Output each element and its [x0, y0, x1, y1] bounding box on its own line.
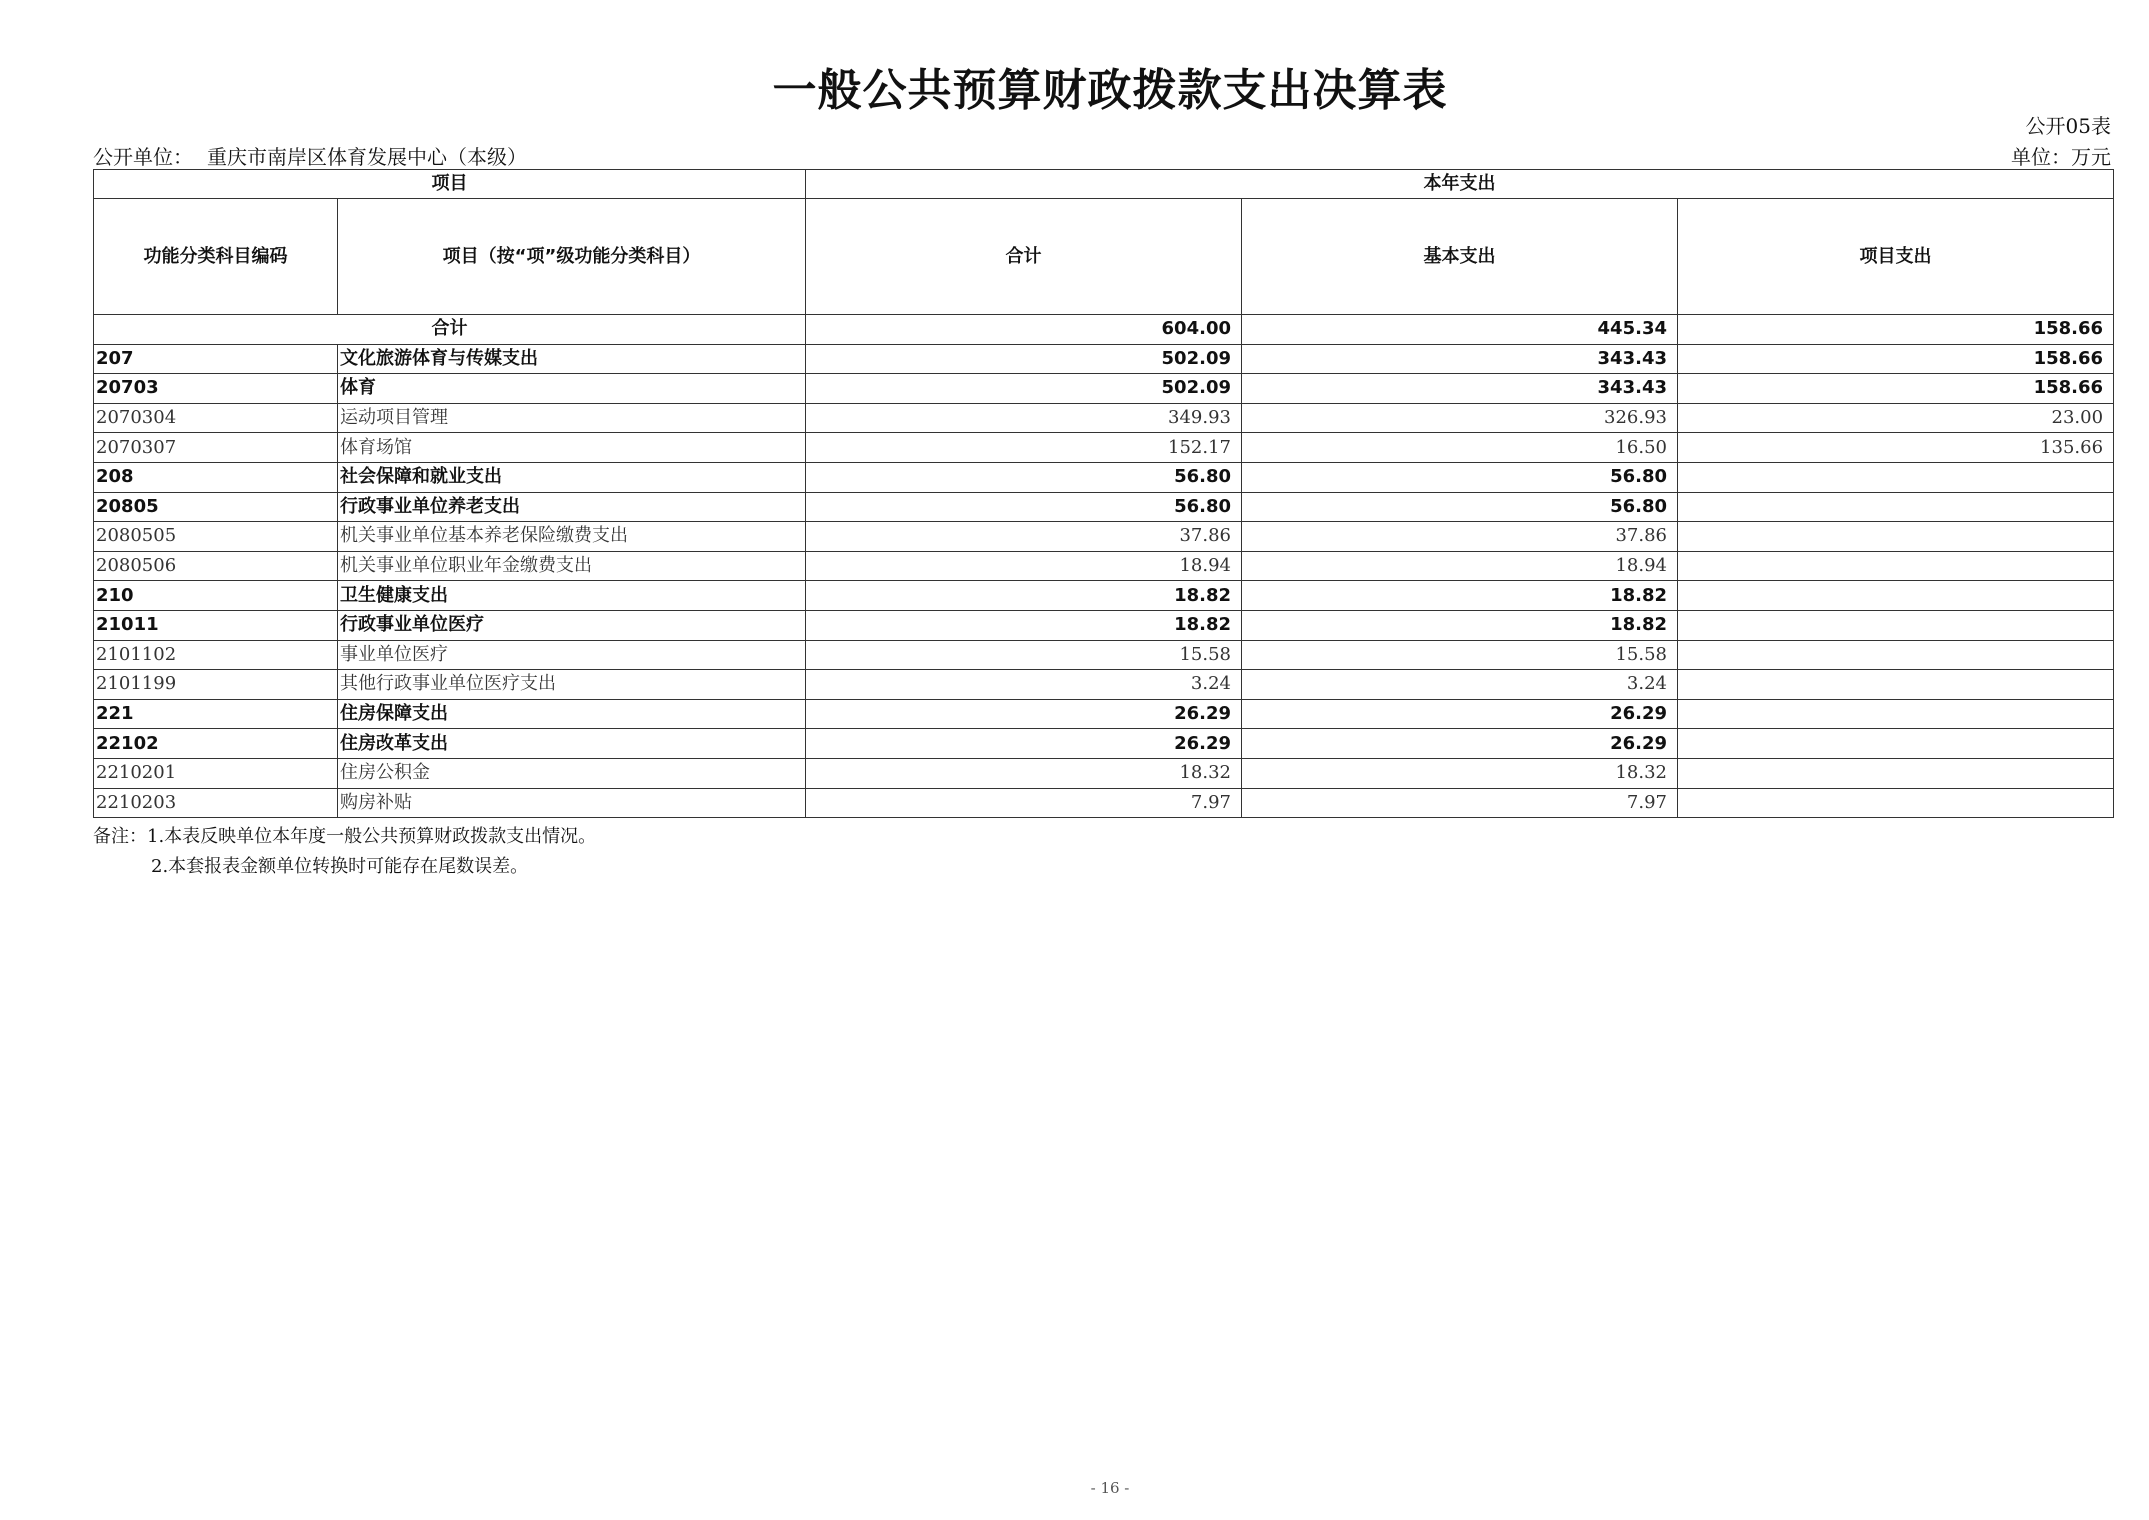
- cell-total: 37.86: [806, 522, 1242, 552]
- table-row: [94, 640, 2114, 670]
- cell-project: [1678, 699, 2114, 729]
- cell-name: 机关事业单位基本养老保险缴费支出: [338, 522, 806, 552]
- cell-code: 207: [94, 344, 338, 374]
- cell-project: [1678, 670, 2114, 700]
- cell-code: 2080505: [94, 522, 338, 552]
- cell-basic: 15.58: [1242, 640, 1678, 670]
- cell-code: 2210201: [94, 758, 338, 788]
- cell-project: 23.00: [1678, 403, 2114, 433]
- total-row: [94, 315, 2114, 345]
- cell-name: 住房公积金: [338, 758, 806, 788]
- cell-basic: 3.24: [1242, 670, 1678, 700]
- table-number: 公开05表: [2025, 114, 2111, 138]
- table-row: [94, 729, 2114, 759]
- cell-total: 502.09: [806, 344, 1242, 374]
- cell-project: 158.66: [1678, 344, 2114, 374]
- header-basic: 基本支出: [1242, 199, 1678, 315]
- cell-name: 行政事业单位医疗: [338, 610, 806, 640]
- header-code: 功能分类科目编码: [94, 199, 338, 315]
- cell-name: 社会保障和就业支出: [338, 462, 806, 492]
- cell-code: 2070307: [94, 433, 338, 463]
- cell-total: 18.94: [806, 551, 1242, 581]
- cell-project: [1678, 492, 2114, 522]
- note-line-1: 备注：1.本表反映单位本年度一般公共预算财政拨款支出情况。: [93, 826, 597, 847]
- cell-name: 卫生健康支出: [338, 581, 806, 611]
- reporting-unit-value: 重庆市南岸区体育发展中心（本级）: [207, 145, 527, 169]
- cell-basic: 56.80: [1242, 462, 1678, 492]
- table-row: [94, 551, 2114, 581]
- table-row: [94, 374, 2114, 404]
- cell-total: 15.58: [806, 640, 1242, 670]
- header-item: 项目: [94, 170, 806, 199]
- cell-project: [1678, 551, 2114, 581]
- cell-code: 208: [94, 462, 338, 492]
- cell-name: 住房改革支出: [338, 729, 806, 759]
- notes: [93, 822, 596, 882]
- cell-basic: 16.50: [1242, 433, 1678, 463]
- cell-total: 26.29: [806, 699, 1242, 729]
- cell-name: 事业单位医疗: [338, 640, 806, 670]
- cell-code: 20703: [94, 374, 338, 404]
- cell-name: 体育: [338, 374, 806, 404]
- cell-name: 体育场馆: [338, 433, 806, 463]
- header-name: 项目（按“项”级功能分类科目）: [338, 199, 806, 315]
- cell-project: [1678, 788, 2114, 818]
- cell-basic: 18.32: [1242, 758, 1678, 788]
- table-row: [94, 462, 2114, 492]
- cell-name: 行政事业单位养老支出: [338, 492, 806, 522]
- cell-project: [1678, 729, 2114, 759]
- table-row: [94, 699, 2114, 729]
- table-row: [94, 788, 2114, 818]
- cell-basic: 18.82: [1242, 581, 1678, 611]
- table-row: [94, 522, 2114, 552]
- cell-code: 21011: [94, 610, 338, 640]
- cell-name: 购房补贴: [338, 788, 806, 818]
- cell-total: 18.82: [806, 610, 1242, 640]
- cell-code: 2101199: [94, 670, 338, 700]
- cell-name: 文化旅游体育与传媒支出: [338, 344, 806, 374]
- cell-name: 其他行政事业单位医疗支出: [338, 670, 806, 700]
- cell-total: 18.82: [806, 581, 1242, 611]
- cell-total: 349.93: [806, 403, 1242, 433]
- cell-project: 135.66: [1678, 433, 2114, 463]
- table-row: [94, 433, 2114, 463]
- header-total: 合计: [806, 199, 1242, 315]
- cell-basic: 326.93: [1242, 403, 1678, 433]
- cell-total: 3.24: [806, 670, 1242, 700]
- cell-project: [1678, 610, 2114, 640]
- cell-basic: 26.29: [1242, 699, 1678, 729]
- cell-code: 2210203: [94, 788, 338, 818]
- cell-basic: 18.82: [1242, 610, 1678, 640]
- cell-project: [1678, 640, 2114, 670]
- table-row: [94, 492, 2114, 522]
- page-title: 一般公共预算财政拨款支出决算表: [772, 65, 1448, 116]
- table-row: [94, 758, 2114, 788]
- reporting-unit: [93, 141, 527, 170]
- cell-total: 56.80: [806, 492, 1242, 522]
- header-current-year: 本年支出: [806, 170, 2114, 199]
- cell-total: 18.32: [806, 758, 1242, 788]
- header-project: 项目支出: [1678, 199, 2114, 315]
- cell-total: 152.17: [806, 433, 1242, 463]
- note-line-2: 2.本套报表金额单位转换时可能存在尾数误差。: [151, 856, 529, 877]
- cell-total: 26.29: [806, 729, 1242, 759]
- cell-basic: 343.43: [1242, 374, 1678, 404]
- cell-code: 20805: [94, 492, 338, 522]
- cell-name: 机关事业单位职业年金缴费支出: [338, 551, 806, 581]
- cell-name: 住房保障支出: [338, 699, 806, 729]
- table-row: [94, 581, 2114, 611]
- cell-code: 2101102: [94, 640, 338, 670]
- table-row: [94, 344, 2114, 374]
- cell-total: 56.80: [806, 462, 1242, 492]
- cell-project: [1678, 758, 2114, 788]
- cell-code: 22102: [94, 729, 338, 759]
- reporting-unit-label: 公开单位：: [93, 145, 193, 169]
- cell-basic: 56.80: [1242, 492, 1678, 522]
- cell-project: [1678, 462, 2114, 492]
- cell-basic: 26.29: [1242, 729, 1678, 759]
- cell-basic: 18.94: [1242, 551, 1678, 581]
- page-number: - 16 -: [1090, 1479, 1130, 1497]
- total-project: 158.66: [1678, 315, 2114, 345]
- unit-of-measure: 单位：万元: [2011, 145, 2111, 169]
- cell-basic: 7.97: [1242, 788, 1678, 818]
- total-total: 604.00: [806, 315, 1242, 345]
- cell-total: 502.09: [806, 374, 1242, 404]
- total-label: 合计: [94, 315, 806, 345]
- cell-total: 7.97: [806, 788, 1242, 818]
- expenditure-table: [93, 169, 2114, 818]
- cell-name: 运动项目管理: [338, 403, 806, 433]
- cell-project: 158.66: [1678, 374, 2114, 404]
- table-row: [94, 670, 2114, 700]
- table-row: [94, 403, 2114, 433]
- cell-code: 2080506: [94, 551, 338, 581]
- table-row: [94, 610, 2114, 640]
- cell-code: 2070304: [94, 403, 338, 433]
- total-basic: 445.34: [1242, 315, 1678, 345]
- cell-code: 210: [94, 581, 338, 611]
- cell-project: [1678, 581, 2114, 611]
- cell-project: [1678, 522, 2114, 552]
- cell-basic: 343.43: [1242, 344, 1678, 374]
- cell-code: 221: [94, 699, 338, 729]
- cell-basic: 37.86: [1242, 522, 1678, 552]
